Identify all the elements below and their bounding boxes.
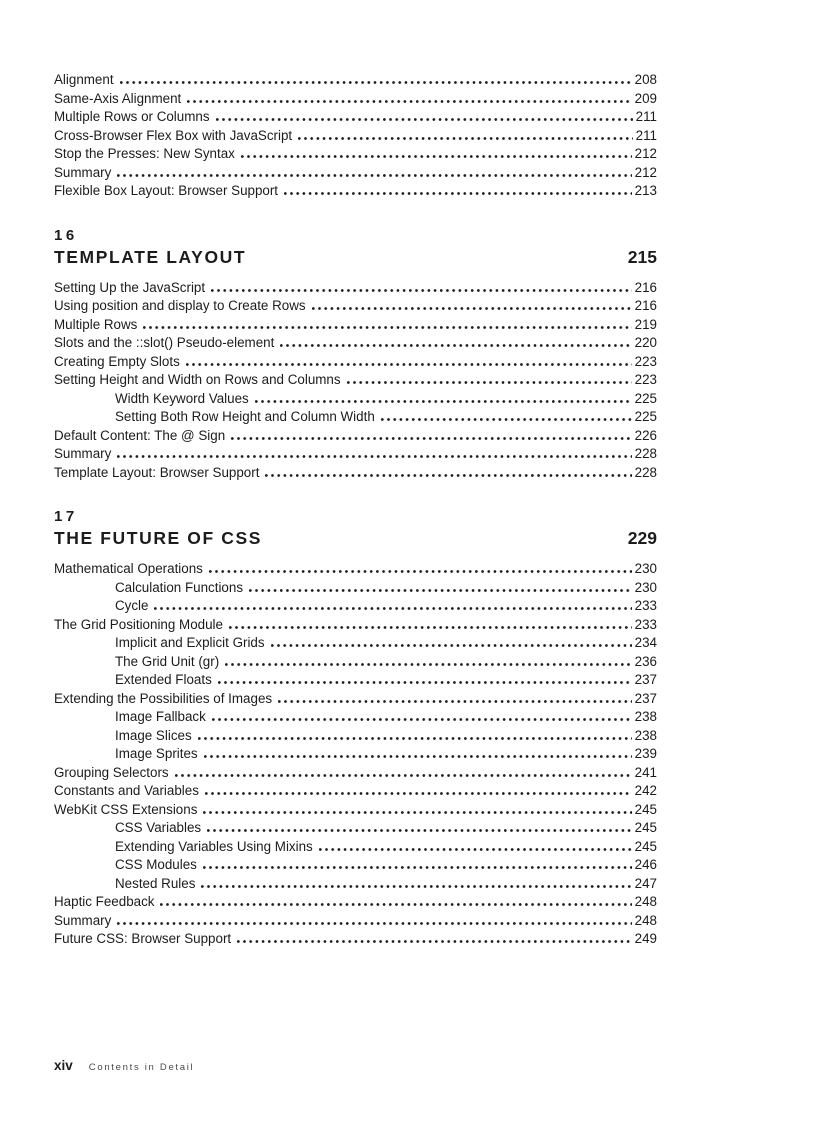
dot-leader [186,363,632,366]
toc-entry [54,464,657,483]
dot-leader [278,700,632,703]
toc-entry-page: 238 [634,727,657,743]
toc-entry-page: 216 [634,279,657,295]
toc-entry [54,634,657,653]
toc-entry-title: Slots and the ::slot() Pseudo-element [54,335,275,350]
toc-entry-title: Multiple Rows or Columns [54,109,210,124]
chapter-number: 17 [54,508,78,525]
chapter-number: 16 [54,226,78,244]
toc-entry-title: Extended Floats [115,672,212,687]
toc-entry-title: The Grid Unit (gr) [115,653,220,669]
toc-entry-title: Summary [54,446,112,461]
dot-leader [204,755,632,758]
dot-leader [154,607,631,610]
toc-entry [54,164,657,183]
toc-entry-title: Image Slices [115,727,192,743]
toc-entry-page: 226 [634,427,657,443]
toc-entry-page: 228 [634,464,657,480]
dot-leader [175,774,632,777]
dot-leader [229,626,632,629]
dot-leader [209,570,632,573]
toc-entry [54,279,657,298]
dot-leader [265,474,631,477]
toc-entry [54,316,657,335]
toc-entry-title: CSS Variables [115,820,202,835]
toc-entry [54,764,657,783]
toc-entry-page: 233 [634,598,657,613]
toc-entry [54,560,657,579]
toc-entry-page: 245 [634,801,657,817]
toc-entry-title: Extending the Possibilities of Images [54,690,273,706]
toc-entry-page: 248 [634,894,657,909]
toc-entry-title: Stop the Presses: New Syntax [54,146,235,161]
toc-entry [54,127,657,146]
dot-leader [120,81,632,84]
toc-entry-title: Image Fallback [115,709,206,724]
toc-entry [54,782,657,801]
dot-leader [201,885,631,888]
toc-entry-title: Setting Height and Width on Rows and Columns [54,372,341,387]
toc-entry-page: 242 [634,783,657,798]
toc-entry-page: 238 [634,709,657,724]
toc-entry [54,90,657,109]
toc-entry-page: 234 [634,635,657,650]
toc-entry [54,819,657,838]
toc-entry-title: Future CSS: Browser Support [54,931,232,946]
toc-entry [54,727,657,746]
dot-leader [298,137,633,140]
toc-entry-title: Mathematical Operations [54,561,203,576]
toc-entry-page: 236 [634,653,657,669]
toc-entry-page: 219 [634,316,657,332]
chapter-heading [54,508,657,548]
toc-entry-title: Width Keyword Values [115,390,249,406]
dot-leader [312,307,632,310]
chapter-title-row [54,528,657,548]
toc-entry [54,745,657,764]
dot-leader [231,437,632,440]
toc-entry-page: 239 [634,746,657,761]
toc-entry-page: 228 [634,446,657,461]
toc-entry-page: 223 [634,372,657,387]
toc-entry [54,838,657,857]
chapter-page: 215 [627,246,657,267]
toc-entry-page: 241 [634,764,657,780]
dot-leader [271,644,632,647]
toc-entry [54,690,657,709]
toc-entry [54,334,657,353]
chapter-title: TEMPLATE LAYOUT [54,246,247,267]
toc-entry [54,427,657,446]
toc-entry-title: Summary [54,912,112,928]
toc-entry-page: 211 [635,109,657,124]
toc-entry [54,145,657,164]
toc-entry-title: Creating Empty Slots [54,353,180,369]
dot-leader [117,174,631,177]
toc-entry-page: 237 [634,690,657,706]
dot-leader [225,663,631,666]
toc-entry-page: 245 [634,820,657,835]
toc-entry [54,353,657,372]
toc-entry-title: Calculation Functions [115,579,244,595]
dot-leader [117,922,631,925]
toc-entry [54,408,657,427]
toc-entry [54,930,657,949]
toc-entry-page: 233 [634,616,657,632]
toc-entry-title: Image Sprites [115,746,198,761]
toc-entry-page: 213 [634,183,657,198]
toc-entry [54,108,657,127]
toc-entry-title: Cycle [115,598,149,613]
chapter-title-row [54,247,657,267]
toc-entry-page: 212 [634,164,657,180]
toc-entry [54,912,657,931]
toc-entry-title: Template Layout: Browser Support [54,464,260,480]
dot-leader [347,381,632,384]
toc-entry-title: Default Content: The @ Sign [54,427,226,443]
toc-entry [54,579,657,598]
toc-entry [54,597,657,616]
toc-entry [54,708,657,727]
dot-leader [237,940,632,943]
toc-entry [54,297,657,316]
toc-entry [54,371,657,390]
toc-entry-title: Implicit and Explicit Grids [115,635,265,650]
dot-leader [211,289,632,292]
chapter-title: THE FUTURE OF CSS [54,528,263,548]
toc-entry [54,856,657,875]
page-number: xiv [54,1058,73,1073]
toc-entry-title: Grouping Selectors [54,764,169,780]
toc-entry-title: Summary [54,164,112,180]
toc-entry-title: Flexible Box Layout: Browser Support [54,183,279,198]
dot-leader [143,326,631,329]
chapter-page: 229 [627,528,657,548]
toc-entry-page: 211 [635,127,657,143]
footer-section-title: Contents in Detail [88,1062,195,1073]
dot-leader [117,455,631,458]
toc-entry-page: 246 [634,857,657,872]
toc-entry [54,671,657,690]
toc-entry-title: Cross-Browser Flex Box with JavaScript [54,127,293,143]
toc-entry-title: Haptic Feedback [54,894,155,909]
toc-entry-page: 230 [634,561,657,576]
toc-entry-page: 212 [634,146,657,161]
dot-leader [319,848,632,851]
toc-entry-title: Setting Up the JavaScript [54,279,206,295]
toc-entry-page: 248 [634,912,657,928]
toc-entry-title: Nested Rules [115,875,196,891]
toc-entry-title: The Grid Positioning Module [54,616,223,632]
dot-leader [280,344,631,347]
toc-entry-page: 220 [634,335,657,350]
toc-entry-page: 247 [634,875,657,891]
toc-entry-page: 225 [634,390,657,406]
toc-entry-page: 208 [634,72,657,87]
toc-entry-title: Same-Axis Alignment [54,90,182,106]
chapter-heading [54,227,657,267]
dot-leader [212,718,632,721]
dot-leader [218,681,632,684]
dot-leader [160,903,631,906]
dot-leader [207,829,632,832]
dot-leader [205,792,632,795]
dot-leader [216,118,633,121]
toc-entry [54,616,657,635]
toc-entry [54,390,657,409]
dot-leader [381,418,632,421]
table-of-contents [54,71,657,949]
dot-leader [203,866,632,869]
toc-entry-page: 223 [634,353,657,369]
toc-entry-title: Extending Variables Using Mixins [115,838,313,854]
toc-entry-page: 209 [634,90,657,106]
toc-entry-page: 249 [634,931,657,946]
toc-entry-title: Setting Both Row Height and Column Width [115,409,375,424]
dot-leader [249,589,632,592]
toc-entry [54,893,657,912]
toc-entry [54,445,657,464]
toc-entry [54,182,657,201]
toc-entry-title: WebKit CSS Extensions [54,801,198,817]
toc-entry [54,71,657,90]
toc-entry-page: 245 [634,838,657,854]
toc-entry-page: 237 [634,672,657,687]
toc-entry [54,875,657,894]
dot-leader [198,737,632,740]
toc-entry-title: Constants and Variables [54,783,199,798]
toc-entry [54,653,657,672]
dot-leader [187,100,631,103]
dot-leader [203,811,631,814]
page-footer [54,1058,194,1073]
toc-entry-title: CSS Modules [115,857,197,872]
toc-entry-page: 225 [634,409,657,424]
toc-entry-page: 230 [634,579,657,595]
toc-entry-title: Alignment [54,72,114,87]
toc-entry-title: Using position and display to Create Rows [54,298,306,313]
dot-leader [284,192,632,195]
toc-entry-page: 216 [634,298,657,313]
toc-entry [54,801,657,820]
dot-leader [241,155,632,158]
dot-leader [255,400,632,403]
toc-entry-title: Multiple Rows [54,316,138,332]
